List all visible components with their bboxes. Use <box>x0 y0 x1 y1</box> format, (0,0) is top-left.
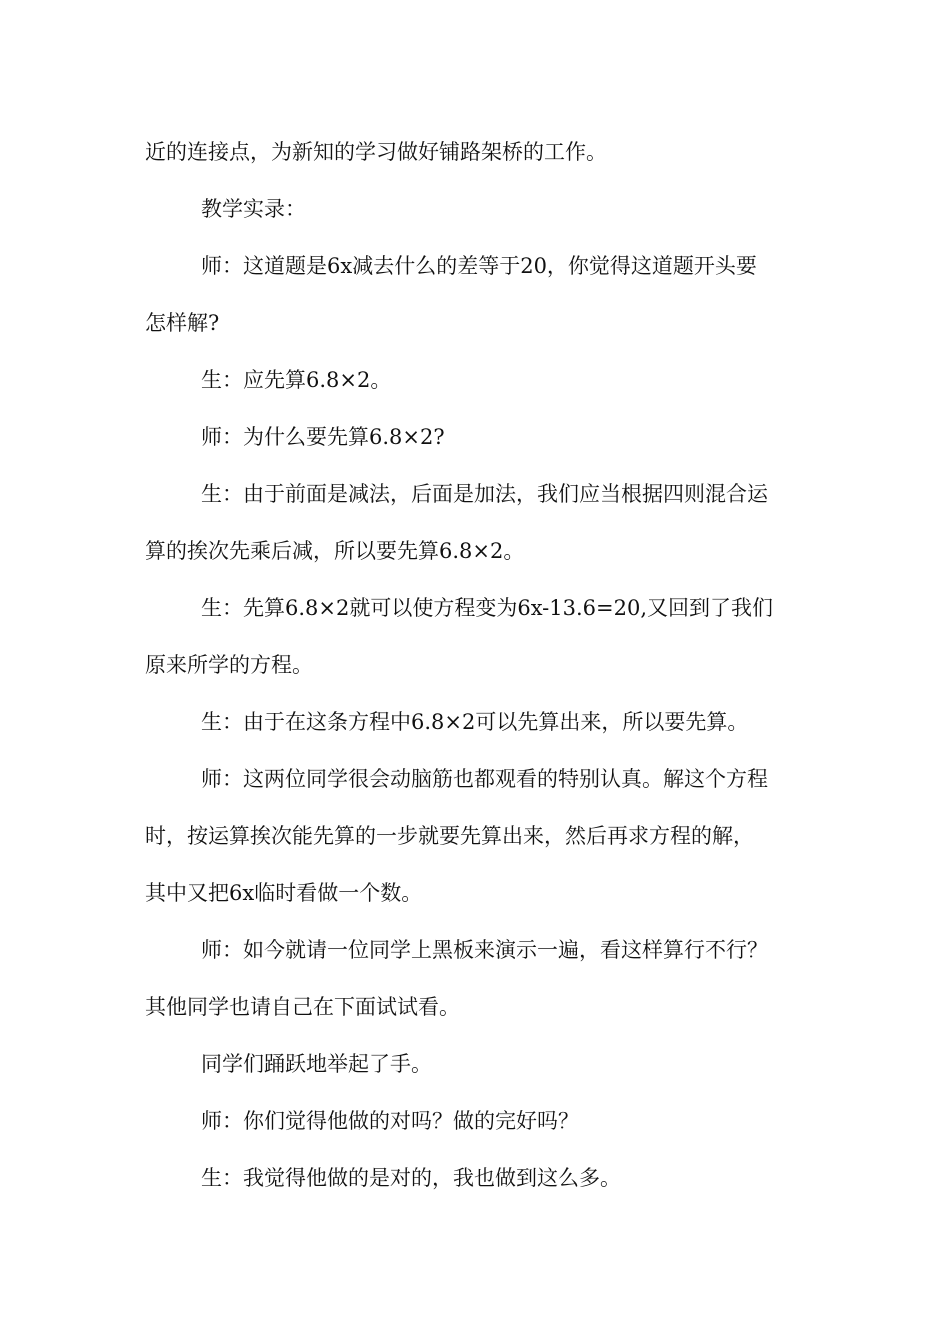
text-line: 算的挨次先乘后减，所以要先算6.8×2。 <box>145 539 525 563</box>
text-line: 师：这两位同学很会动脑筋也都观看的特别认真。解这个方程 <box>201 767 768 791</box>
text-line: 师：你们觉得他做的对吗？做的完好吗？ <box>201 1109 579 1133</box>
text-line: 生：我觉得他做的是对的，我也做到这么多。 <box>201 1166 621 1190</box>
text-line: 原来所学的方程。 <box>145 653 313 677</box>
section-heading: 教学实录： <box>201 197 306 221</box>
text-line: 怎样解? <box>145 311 220 335</box>
text-line: 师：为什么要先算6.8×2? <box>201 425 445 449</box>
text-line: 同学们踊跃地举起了手。 <box>201 1052 432 1076</box>
text-line: 时，按运算挨次能先算的一步就要先算出来，然后再求方程的解， <box>145 824 754 848</box>
text-line: 生：应先算6.8×2。 <box>201 368 392 392</box>
text-line: 生：先算6.8×2就可以使方程变为6x-13.6=20,又回到了我们 <box>201 596 774 620</box>
text-line: 生：由于在这条方程中6.8×2可以先算出来，所以要先算。 <box>201 710 749 734</box>
text-line: 近的连接点，为新知的学习做好铺路架桥的工作。 <box>145 140 607 164</box>
text-line: 其他同学也请自己在下面试试看。 <box>145 995 460 1019</box>
text-line: 其中又把6x临时看做一个数。 <box>145 881 423 905</box>
text-line: 师：这道题是6x减去什么的差等于20，你觉得这道题开头要 <box>201 254 757 278</box>
text-line: 生：由于前面是减法，后面是加法，我们应当根据四则混合运 <box>201 482 768 506</box>
text-line: 师：如今就请一位同学上黑板来演示一遍，看这样算行不行？ <box>201 938 768 962</box>
